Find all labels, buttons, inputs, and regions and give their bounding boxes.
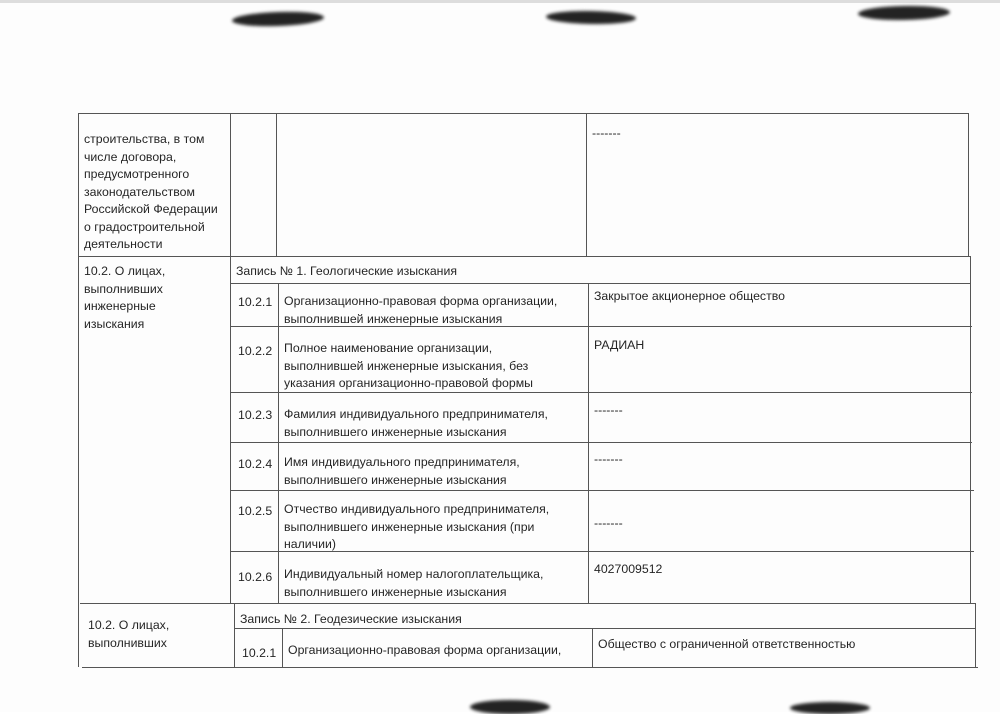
- row-code: 10.2.4: [238, 457, 273, 471]
- scan-smudge: [232, 10, 324, 27]
- row-code: 10.2.3: [238, 408, 273, 422]
- row-value: Закрытое акционерное общество: [594, 289, 785, 303]
- row-label: Полное наименование организации, выполнившей инженерные изыскания, без указания организационно-правовой формы: [284, 341, 534, 390]
- row-value: -------: [594, 516, 623, 530]
- row-value: -------: [594, 403, 623, 417]
- row-label: Организационно-правовая форма организации,: [288, 643, 562, 657]
- scan-edge-artifact: [0, 0, 1000, 3]
- row-label: Отчество индивидуального предпринимателя, выполнившего инженерные изыскания (при наличии): [284, 502, 550, 551]
- scan-smudge: [790, 702, 870, 714]
- scan-smudge: [546, 10, 636, 25]
- section-1-heading: 10.2. О лицах, выполнивших инженерные изыскания: [84, 264, 166, 331]
- scan-smudge: [858, 5, 950, 21]
- section-2-record-title: Запись № 2. Геодезические изыскания: [240, 612, 462, 626]
- row-label: Имя индивидуального предпринимателя, выполнившего инженерные изыскания: [284, 455, 520, 487]
- row-code: 10.2.6: [238, 570, 273, 584]
- row-value: 4027009512: [594, 562, 663, 576]
- row-code: 10.2.2: [238, 344, 273, 358]
- row-label: Фамилия индивидуального предпринимателя, выполнившего инженерные изыскания: [284, 407, 548, 439]
- row-value: РАДИАН: [594, 338, 645, 352]
- row-label: Индивидуальный номер налогоплательщика, выполнившего инженерные изыскания: [284, 567, 544, 599]
- row-value: -------: [594, 452, 623, 466]
- row-label: Организационно-правовая форма организации, выполнившей инженерные изыскания: [284, 294, 558, 326]
- top-block-left-text: строительства, в том числе договора, предусмотренного законодательством Российской Федерации о градостроительной деятельности: [84, 132, 218, 251]
- row-code: 10.2.5: [238, 504, 273, 518]
- row-code: 10.2.1: [242, 646, 277, 660]
- section-1-record-title: Запись № 1. Геологические изыскания: [236, 264, 457, 278]
- row-code: 10.2.1: [238, 295, 273, 309]
- section-2-heading: 10.2. О лицах, выполнивших: [88, 618, 170, 650]
- row-value: Общество с ограниченной ответственностью: [598, 637, 856, 651]
- top-block-value: -------: [592, 126, 621, 140]
